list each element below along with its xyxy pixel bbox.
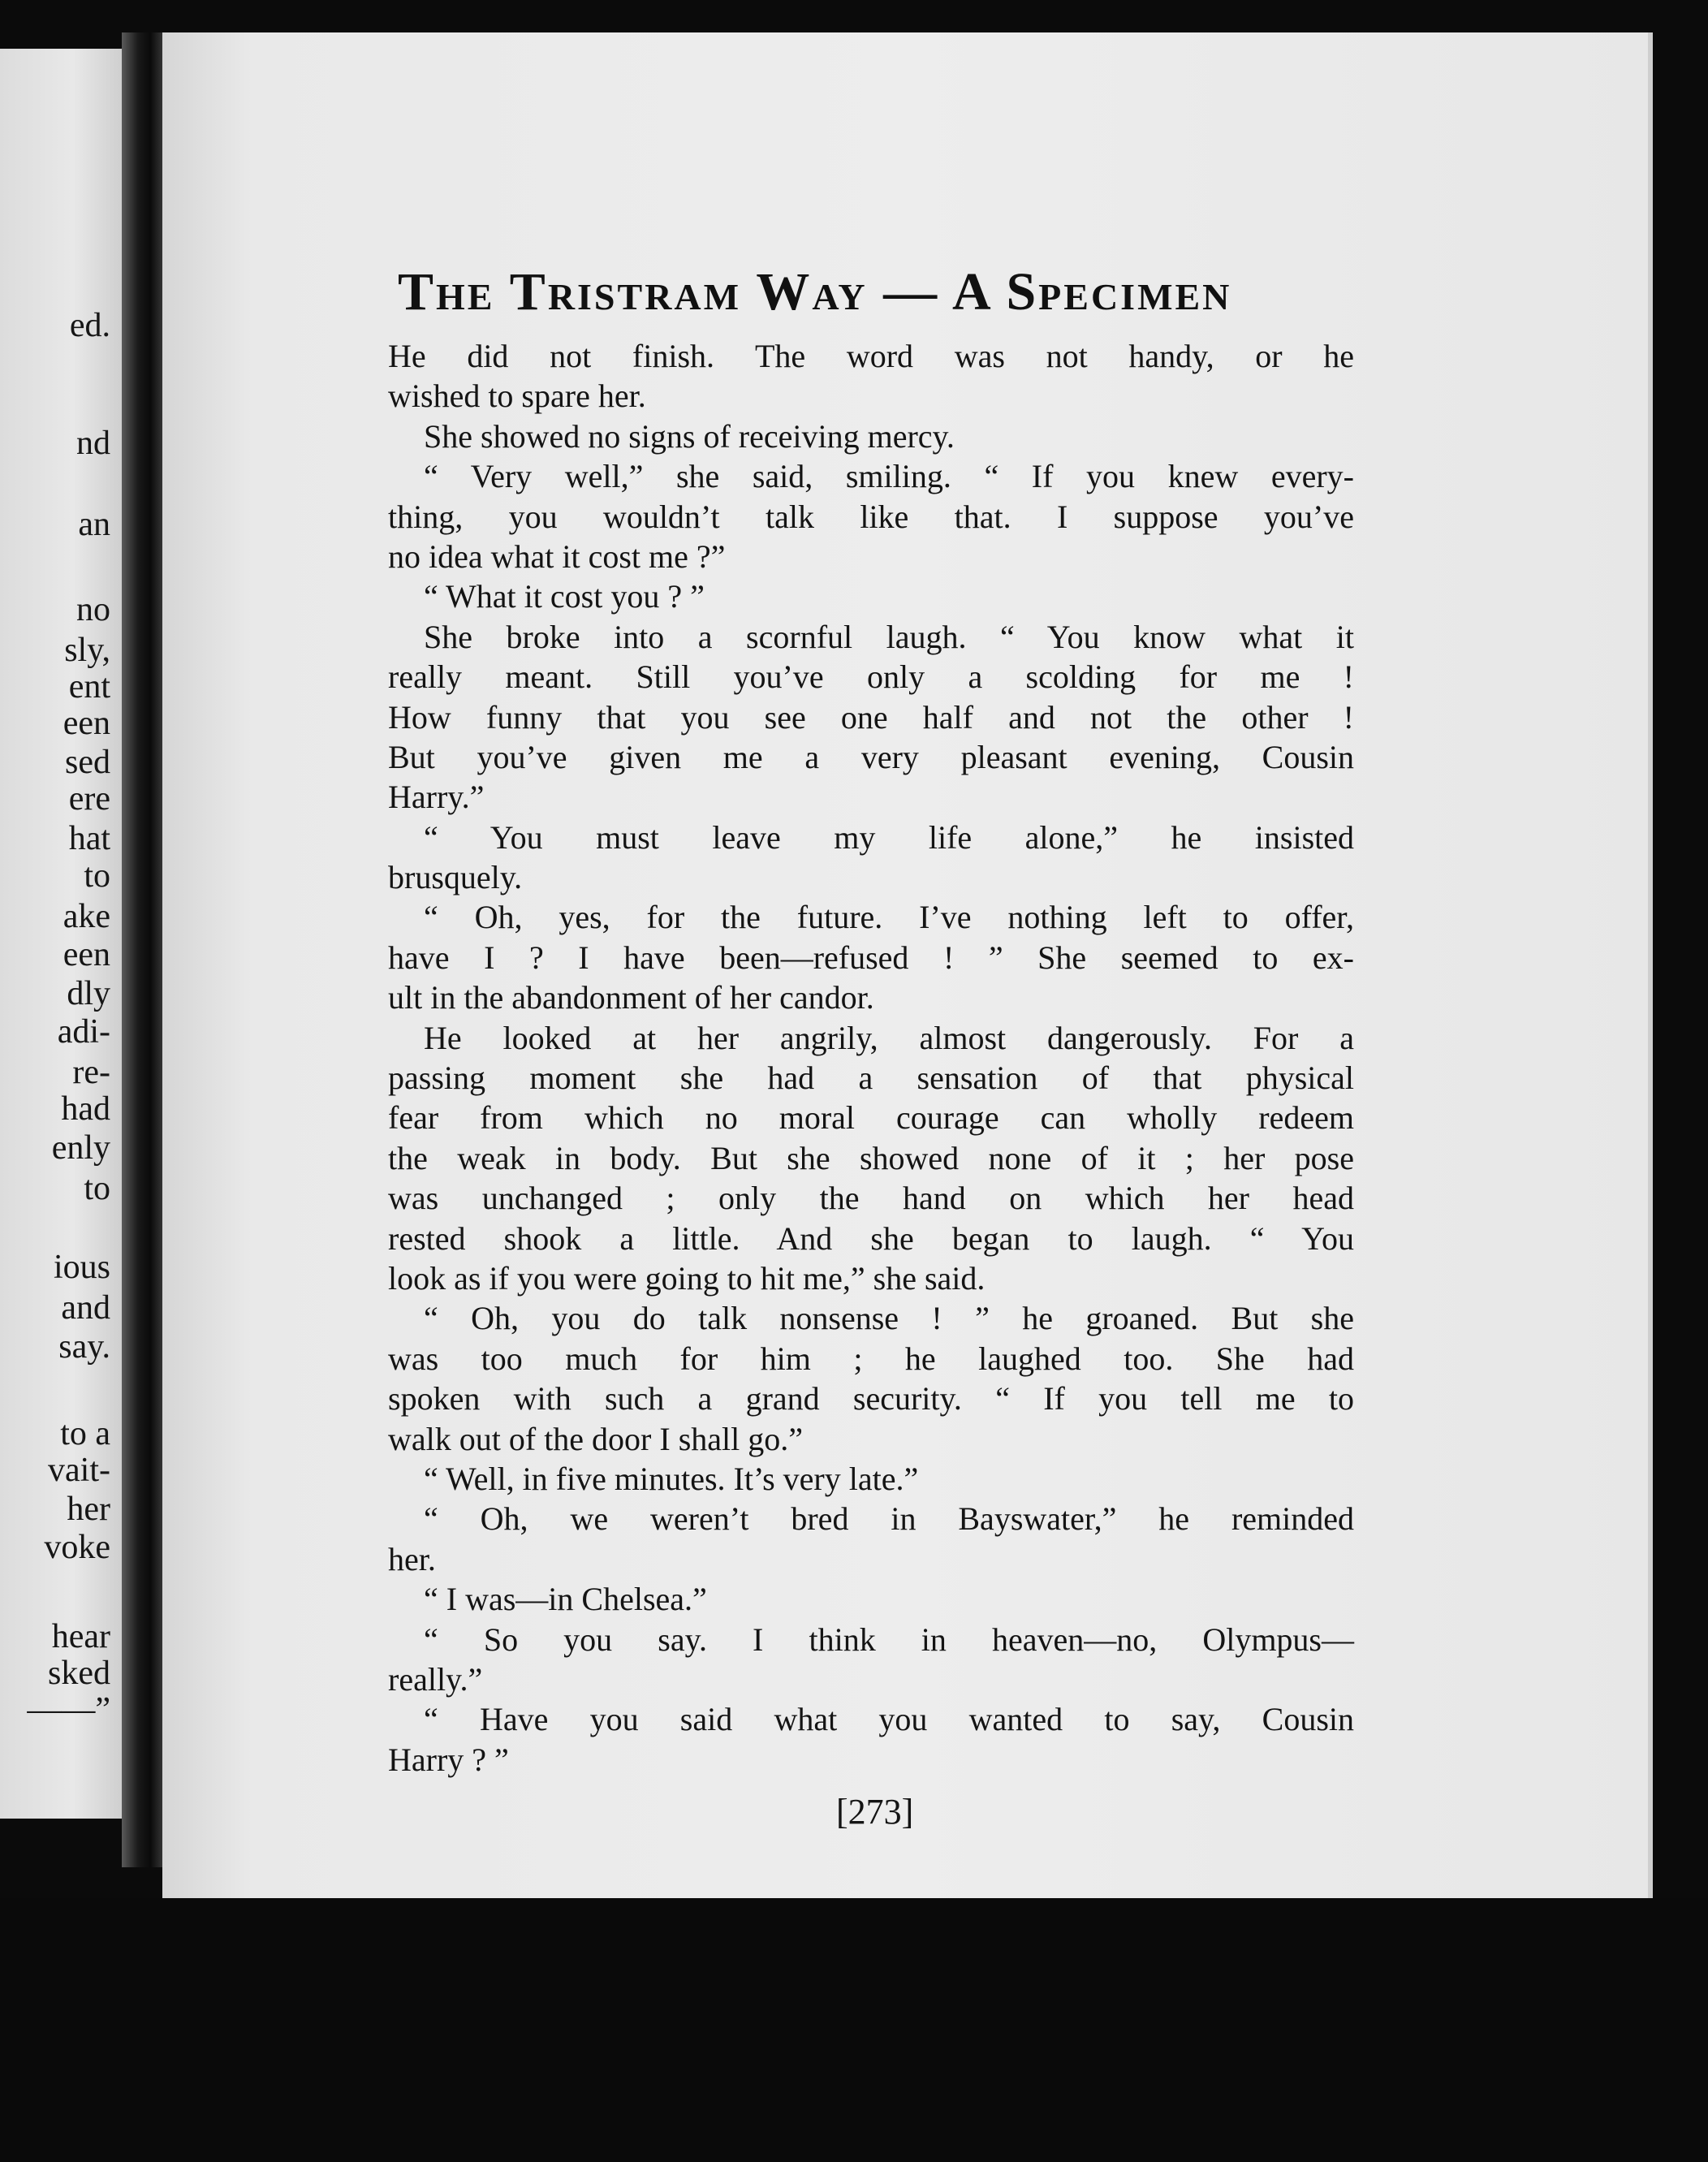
- previous-page-line-end: an: [78, 506, 110, 543]
- previous-page-line-end: to: [84, 1170, 110, 1207]
- text-line: Harry ? ”: [388, 1741, 509, 1778]
- text-line: “ You must leave my life alone,” he insisted: [424, 818, 1354, 856]
- previous-page-line-end: ed.: [69, 307, 110, 344]
- text-line: brusquely.: [388, 859, 523, 896]
- text-line: “ So you say. I think in heaven—no, Olympus—: [424, 1620, 1354, 1658]
- text-line: She showed no signs of receiving mercy.: [424, 417, 955, 455]
- previous-page-line-end: ere: [68, 780, 110, 818]
- previous-page-line-end: een: [63, 705, 110, 742]
- text-line: She broke into a scornful laugh. “ You know what it: [424, 618, 1354, 655]
- previous-page-line-end: sked: [48, 1655, 110, 1692]
- previous-page-line-end: no: [76, 591, 110, 628]
- scan-background: [0, 1898, 1708, 2162]
- text-line: her.: [388, 1540, 436, 1577]
- previous-page-line-end: een: [63, 936, 110, 973]
- text-line: wished to spare her.: [388, 378, 646, 415]
- text-line: was unchanged ; only the hand on which her head: [388, 1180, 1354, 1217]
- text-line: ult in the abandonment of her candor.: [388, 979, 874, 1016]
- text-line: passing moment she had a sensation of that physical: [388, 1059, 1354, 1097]
- text-line: “ Oh, we weren’t bred in Bayswater,” he reminded: [424, 1500, 1354, 1538]
- previous-page-line-end: ent: [68, 668, 110, 706]
- previous-page-line-end: sly,: [64, 632, 110, 669]
- previous-page-line-end: voke: [44, 1529, 110, 1566]
- previous-page-line-end: sed: [65, 744, 110, 781]
- previous-page-line-end: nd: [76, 425, 110, 462]
- text-line: rested shook a little. And she began to laugh. “ You: [388, 1219, 1354, 1257]
- text-line: Harry.”: [388, 779, 485, 816]
- text-line: was too much for him ; he laughed too. She had: [388, 1340, 1354, 1377]
- text-line: But you’ve given me a very pleasant evening, Cousin: [388, 738, 1354, 775]
- previous-page-fragment: [0, 49, 122, 1819]
- text-line: “ I was—in Chelsea.”: [424, 1581, 707, 1618]
- text-line: “ What it cost you ? ”: [424, 578, 705, 615]
- previous-page-line-end: hear: [51, 1618, 110, 1655]
- text-line: really meant. Still you’ve only a scolding for me !: [388, 658, 1354, 696]
- previous-page-line-end: had: [61, 1090, 110, 1128]
- text-line: really.”: [388, 1660, 483, 1698]
- previous-page-line-end: vait-: [48, 1452, 110, 1489]
- previous-page-line-end: adi-: [57, 1013, 110, 1051]
- text-line: fear from which no moral courage can wholly redeem: [388, 1099, 1354, 1137]
- text-line: “ Have you said what you wanted to say, Cousin: [424, 1701, 1354, 1738]
- text-line: walk out of the door I shall go.”: [388, 1420, 803, 1457]
- previous-page-line-end: say.: [58, 1328, 110, 1366]
- text-line: “ Oh, yes, for the future. I’ve nothing left to offer,: [424, 899, 1354, 936]
- text-line: “ Very well,” she said, smiling. “ If you knew every-: [424, 458, 1354, 495]
- previous-page-line-end: ——”: [27, 1691, 110, 1728]
- previous-page-line-end: enly: [51, 1129, 110, 1167]
- previous-page-line-end: her: [67, 1491, 110, 1528]
- body-text: [388, 336, 1354, 1780]
- text-line: He did not finish. The word was not handy, or he: [388, 338, 1354, 374]
- text-line: He looked at her angrily, almost dangerously. For a: [424, 1019, 1354, 1056]
- previous-page-line-end: ake: [63, 898, 110, 935]
- book-page: [162, 32, 1653, 1898]
- previous-page-line-end: dly: [67, 975, 110, 1012]
- text-line: the weak in body. But she showed none of it ; her pose: [388, 1139, 1354, 1176]
- text-line: no idea what it cost me ?”: [388, 537, 726, 575]
- previous-page-line-end: ious: [53, 1249, 110, 1286]
- text-line: How funny that you see one half and not the other !: [388, 698, 1354, 736]
- text-line: “ Well, in five minutes. It’s very late.”: [424, 1460, 919, 1497]
- text-line: look as if you were going to hit me,” she said.: [388, 1259, 986, 1297]
- previous-page-line-end: and: [61, 1289, 110, 1327]
- running-header: The Tristram Way — A Specimen: [398, 262, 1232, 321]
- previous-page-line-end: hat: [68, 820, 110, 857]
- previous-page-line-end: to: [84, 857, 110, 895]
- text-line: spoken with such a grand security. “ If you tell me to: [388, 1380, 1354, 1418]
- previous-page-line-end: re-: [72, 1054, 110, 1091]
- book-gutter: [122, 32, 162, 1867]
- text-line: “ Oh, you do talk nonsense ! ” he groaned. But she: [424, 1300, 1354, 1337]
- text-line: have I ? I have been—refused ! ” She seemed to ex-: [388, 939, 1354, 976]
- page-number: [273]: [836, 1792, 914, 1832]
- text-line: thing, you wouldn’t talk like that. I suppose you’ve: [388, 498, 1354, 535]
- previous-page-line-end: to a: [60, 1415, 110, 1452]
